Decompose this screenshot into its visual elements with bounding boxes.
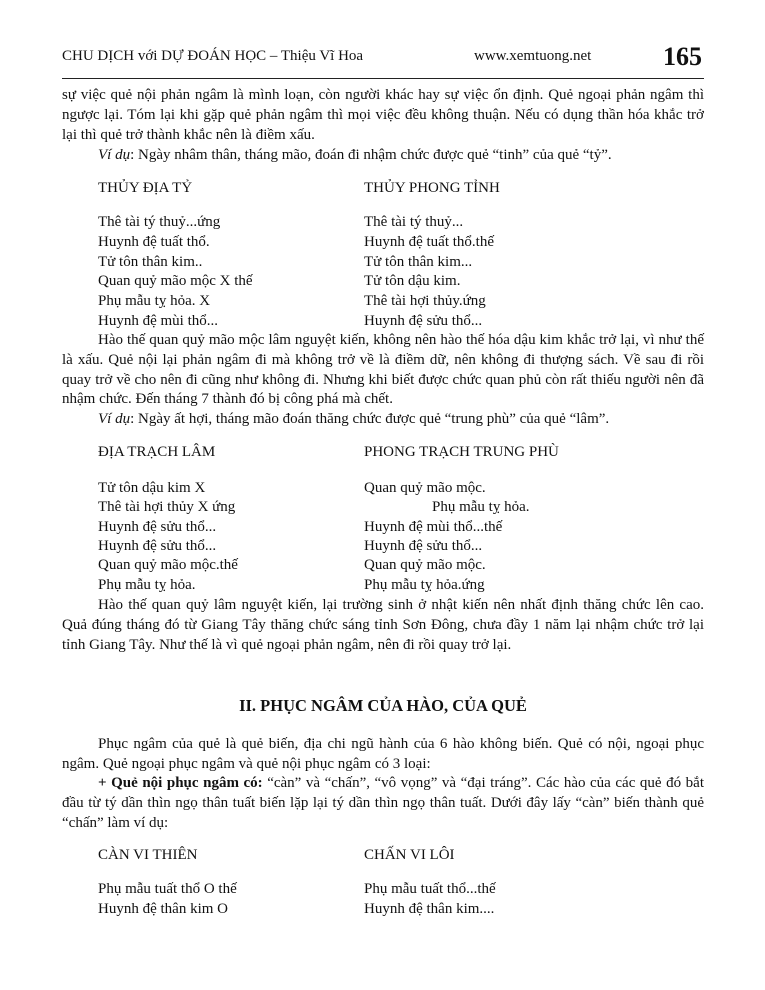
example-1 <box>62 146 704 166</box>
section-heading: II. PHỤC NGÂM CỦA HÀO, CỦA QUẺ <box>239 696 527 715</box>
table2-right-line: Quan quỷ mão mộc. <box>364 480 486 496</box>
table3-left-title: CÀN VI THIÊN <box>98 847 198 863</box>
example-2 <box>62 410 704 430</box>
table2-left-line: Huynh đệ sửu thổ... <box>98 538 217 554</box>
table1-left-title: THỦY ĐỊA TỶ <box>98 180 193 196</box>
paragraph-1: sự việc quẻ nội phản ngâm là mình loạn, còn người khác hay sự việc ổn định. Quẻ ngoại phản ngâm thì ngược lại. Tóm lại khi gặp quẻ phản ngâm thì mọi việc đều không thuận. Nếu có dụng thần hóa khắc trở lại thì quẻ trở thành khắc nên là điềm xấu. <box>62 87 704 143</box>
table2-right-line: Phụ mẫu tỵ hỏa.ứng <box>364 577 485 593</box>
table1-right-line: Tử tôn thân kim... <box>364 254 473 270</box>
example-label: Ví dụ <box>98 411 131 427</box>
table2-left-line: Phụ mẫu tỵ hỏa. <box>98 577 196 593</box>
paragraph-4: Phục ngâm của quẻ là quẻ biến, địa chi ngũ hành của 6 hào không biến. Quẻ có nội, ngoại phục ngâm. Quẻ ngoại phục ngâm và quẻ nội phục ngâm có 3 loại: <box>62 736 704 772</box>
page-header <box>62 40 704 79</box>
paragraph-2: Hào thế quan quỷ mão mộc lâm nguyệt kiến, không nên hào thế hóa dậu kim khắc trở lại, vì như thế là xấu. Quẻ nội lại phản ngâm đi mà không trở về là điềm dữ, nên không đi thượng sách. Về sau đi rồi quay trở về cho nên đi cũng như không đi. Nhưng khi biết được chức quan phủ còn rất thiếu người nên đã nhậm chức. Đến tháng 7 thành đó bị công phá mà chết. <box>62 332 704 408</box>
table3-right-title: CHẤN VI LÔI <box>364 847 455 863</box>
table1-left-line: Phụ mẫu tỵ hỏa. X <box>98 293 211 309</box>
table1-right-title: THỦY PHONG TỈNH <box>364 180 500 196</box>
table2-right-line: Quan quỷ mão mộc. <box>364 557 486 573</box>
table1-right-line: Huynh đệ tuất thổ.thế <box>364 234 494 250</box>
table3-left-line: Phụ mẫu tuất thổ O thế <box>98 881 237 897</box>
table2-right-line: Huynh đệ sửu thổ... <box>364 538 483 554</box>
website-label: www.xemtuong.net <box>474 48 592 64</box>
table2-left-line: Tử tôn dậu kim X <box>98 480 206 496</box>
paragraph-3: Hào thế quan quỷ lâm nguyệt kiến, lại trường sinh ở nhật kiến nên nhất định thăng chức lên cao. Quả đúng tháng đó từ Giang Tây thăng chức sáng tỉnh Sơn Đông, chưa đầy 1 năm lại nhậm chức trở lại tỉnh Giang Tây. Như thế là vì quẻ ngoại phản ngâm, nên đi rồi quay trở lại. <box>62 597 704 653</box>
table2-right-title: PHONG TRẠCH TRUNG PHÙ <box>364 444 559 460</box>
table1-right-line: Thê tài tý thuỷ... <box>364 214 464 230</box>
table2-left-line: Thê tài hợi thủy X ứng <box>98 499 236 515</box>
paragraph-5-label: + Quẻ nội phục ngâm có: <box>98 775 263 791</box>
table1-left-line: Tử tôn thân kim.. <box>98 254 203 270</box>
example-label: Ví dụ <box>98 147 131 163</box>
table2-right-line: Phụ mẫu tỵ hỏa. <box>432 499 530 515</box>
book-title: CHU DỊCH với DỰ ĐOÁN HỌC – Thiệu Vĩ Hoa <box>62 48 364 64</box>
table2-right-line: Huynh đệ mùi thổ...thế <box>364 519 503 535</box>
table3-left-line: Huynh đệ thân kim O <box>98 901 228 917</box>
table3-right-line: Huynh đệ thân kim.... <box>364 901 495 917</box>
table1-left-line: Huynh đệ tuất thổ. <box>98 234 210 250</box>
table2-left-title: ĐỊA TRẠCH LÂM <box>98 444 216 460</box>
table1-right-line: Thê tài hợi thủy.ứng <box>364 293 486 309</box>
example-text: : Ngày nhâm thân, tháng mão, đoán đi nhậm chức được quẻ “tinh” của quẻ “tỷ”. <box>130 147 612 163</box>
example-text: : Ngày ất hợi, tháng mão đoán thăng chức được quẻ “trung phù” của quẻ “lâm”. <box>130 411 610 427</box>
table1-right-line: Tử tôn dậu kim. <box>364 273 461 289</box>
table1-left-line: Quan quỷ mão mộc X thế <box>98 273 253 289</box>
table2-left-line: Huynh đệ sửu thổ... <box>98 519 217 535</box>
table1-left-line: Huynh đệ mùi thổ... <box>98 313 218 329</box>
paragraph-5-text: “càn” và “chấn”, “vô vọng” và “đại tráng”. Các hào của các quẻ đó bắt đầu từ tý dần thìn ngọ thân tuất biến lặp lại tý dần thìn ngọ thân tuất. Dưới đây lấy “càn” biến thành quẻ “chấn” làm ví dụ: <box>62 775 704 831</box>
table3-right-line: Phụ mẫu tuất thổ...thế <box>364 881 496 897</box>
table2-left-line: Quan quỷ mão mộc.thế <box>98 557 238 573</box>
page-number: 165 <box>663 42 702 71</box>
table1-right-line: Huynh đệ sửu thổ... <box>364 313 483 329</box>
table1-left-line: Thê tài tý thuỷ...ứng <box>98 214 221 230</box>
paragraph-5 <box>62 774 704 833</box>
